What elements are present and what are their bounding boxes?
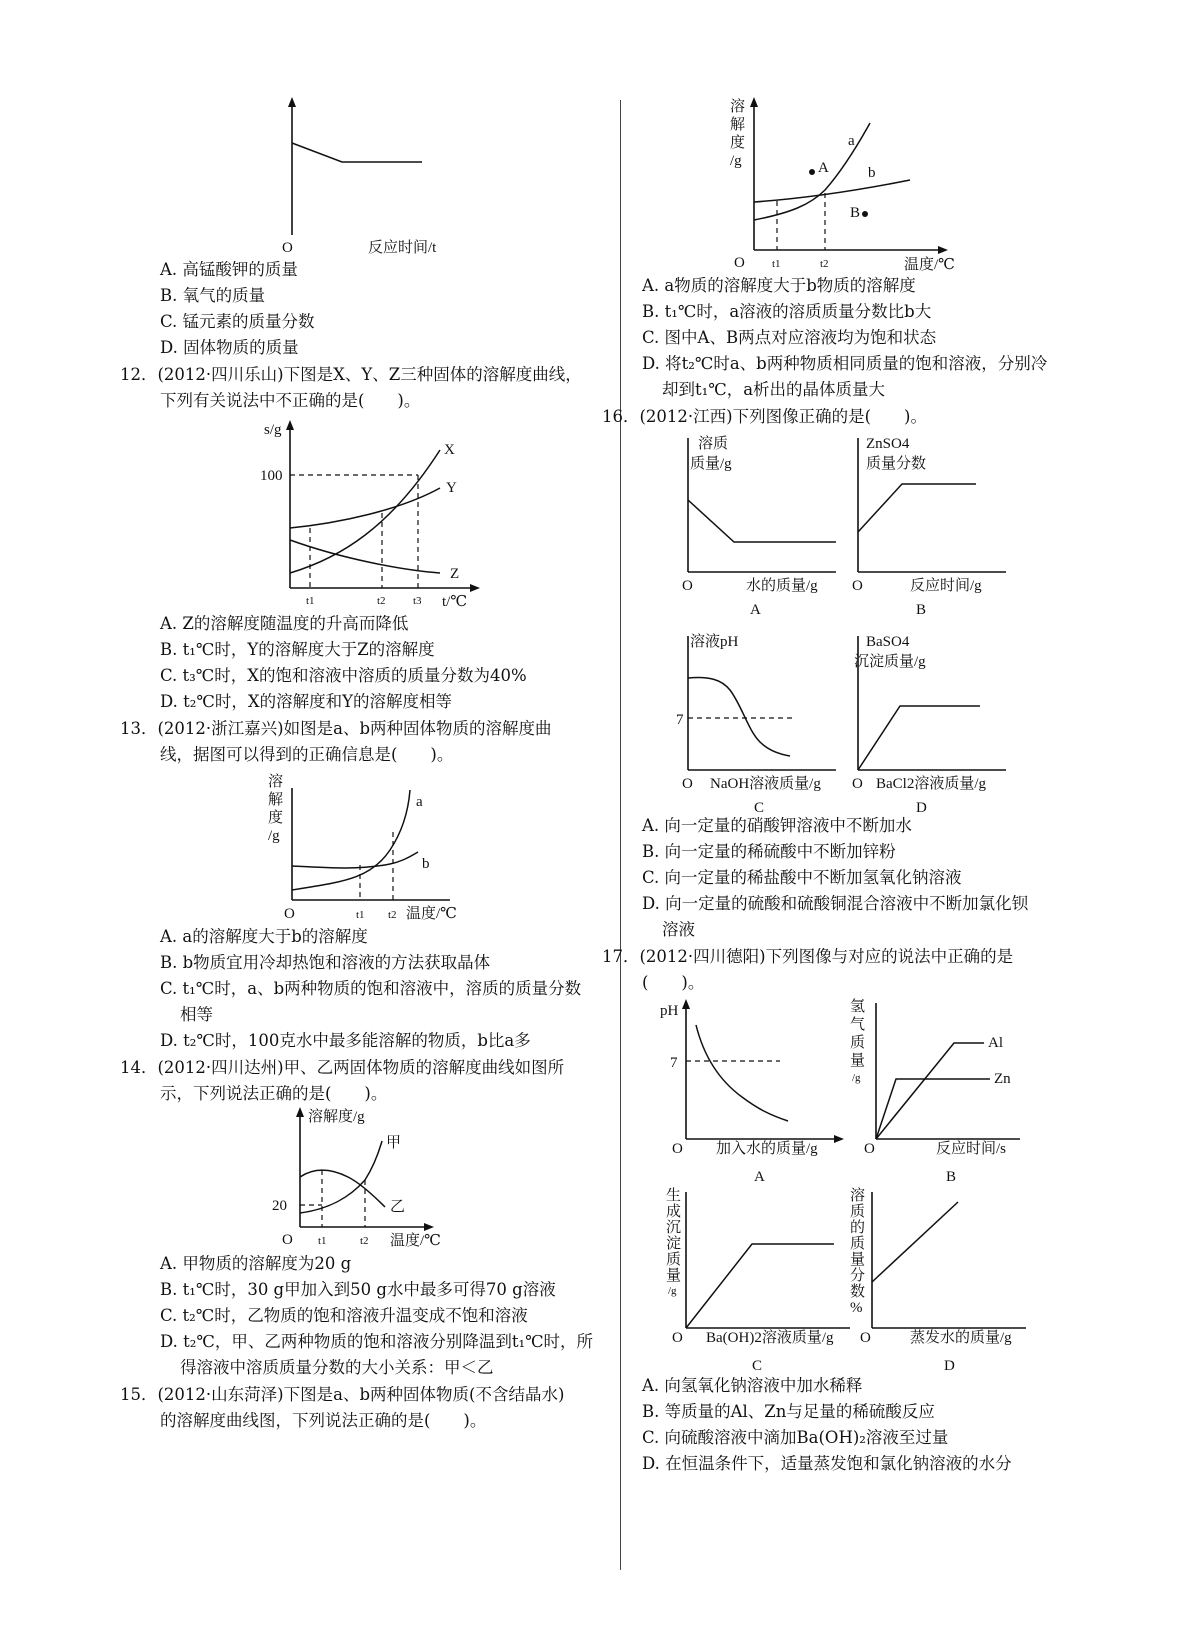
q17c-ylabel-1: 成 bbox=[666, 1204, 682, 1220]
q12-t1: t1 bbox=[306, 595, 315, 607]
q11-origin: O bbox=[282, 240, 293, 256]
q11-option-c: C. 锰元素的质量分数 bbox=[160, 312, 315, 331]
q12-stem-1: 12．(2012·四川乐山)下图是X、Y、Z三种固体的溶解度曲线， bbox=[120, 365, 582, 384]
q17c-ylabel-5: 量 bbox=[666, 1268, 682, 1284]
q13-t1: t1 bbox=[356, 909, 365, 921]
q13-t2: t2 bbox=[388, 909, 397, 921]
q17a-origin: O bbox=[672, 1141, 683, 1157]
q13-ylabel-1: 解 bbox=[268, 792, 284, 808]
q15-stem-2: 的溶解度曲线图，下列说法正确的是( )。 bbox=[160, 1411, 487, 1430]
q13-solubility-graph bbox=[260, 770, 470, 925]
q17b-ylabel-1: 气 bbox=[850, 1017, 866, 1033]
q12-stem-2: 下列有关说法中不正确的是( )。 bbox=[160, 391, 421, 410]
q17b-ylabel-4: /g bbox=[852, 1072, 861, 1084]
q12-tick-100: 100 bbox=[260, 468, 283, 484]
q17c-xlabel: Ba(OH)2溶液质量/g bbox=[706, 1330, 834, 1346]
q14-ylabel: 溶解度/g bbox=[308, 1109, 365, 1125]
q14-solubility-graph bbox=[260, 1105, 470, 1255]
q17c-ylabel-2: 沉 bbox=[666, 1220, 682, 1236]
q17b-ylabel-3: 量 bbox=[850, 1053, 866, 1069]
q16-option-b: B. 向一定量的稀硫酸中不断加锌粉 bbox=[642, 842, 896, 861]
q16-graph-d bbox=[830, 630, 1030, 815]
q16a-ylabel-1: 溶质 bbox=[698, 436, 729, 452]
q16b-origin: O bbox=[852, 578, 863, 594]
q17d-ylabel-2: 的 bbox=[850, 1220, 866, 1236]
q14-stem-1: 14．(2012·四川达州)甲、乙两固体物质的溶解度曲线如图所 bbox=[120, 1058, 565, 1077]
q16d-xlabel: BaCl2溶液质量/g bbox=[876, 776, 987, 792]
q16a-xlabel: 水的质量/g bbox=[746, 578, 818, 594]
q17b-label-zn: Zn bbox=[994, 1071, 1011, 1087]
q12-option-c: C. t₃℃时，X的饱和溶液中溶质的质量分数为40% bbox=[160, 666, 527, 685]
q12-t2: t2 bbox=[377, 595, 386, 607]
q14-t1: t1 bbox=[318, 1235, 327, 1247]
q17d-ylabel-7: % bbox=[850, 1300, 863, 1316]
q12-curve-x: X bbox=[444, 442, 455, 458]
q12-ylabel: s/g bbox=[264, 422, 282, 438]
q12-xlabel: t/℃ bbox=[442, 594, 468, 610]
q15-stem-1: 15．(2012·山东菏泽)下图是a、b两种固体物质(不含结晶水) bbox=[120, 1385, 565, 1404]
q16c-ylabel: 溶液pH bbox=[690, 634, 739, 650]
q17c-ylabel-6: /g bbox=[668, 1285, 677, 1297]
q13-option-c: C. t₁℃时，a、b两种物质的饱和溶液中，溶质的质量分数 bbox=[160, 979, 582, 998]
q15-option-d: D. 将t₂℃时a、b两种物质相同质量的饱和溶液，分别冷 bbox=[642, 354, 1048, 373]
q14-curve-jia: 甲 bbox=[386, 1135, 402, 1151]
q13-ylabel-0: 溶 bbox=[268, 774, 284, 790]
q17-graph-a bbox=[660, 997, 860, 1187]
q15-curve-a: a bbox=[848, 133, 855, 149]
q17c-ylabel-3: 淀 bbox=[666, 1236, 682, 1252]
q16c-origin: O bbox=[682, 776, 693, 792]
q13-ylabel-2: 度 bbox=[268, 810, 284, 826]
q17a-tick-7: 7 bbox=[670, 1055, 678, 1071]
q13-curve-a: a bbox=[416, 794, 423, 810]
q17a-xlabel: 加入水的质量/g bbox=[716, 1141, 818, 1157]
q14-option-c: C. t₂℃时，乙物质的饱和溶液升温变成不饱和溶液 bbox=[160, 1306, 528, 1325]
q17c-ylabel-4: 质 bbox=[666, 1252, 682, 1268]
q15-option-b: B. t₁℃时，a溶液的溶质质量分数比b大 bbox=[642, 302, 932, 321]
q15-t1: t1 bbox=[772, 258, 781, 270]
q16d-origin: O bbox=[852, 776, 863, 792]
q17-option-d: D. 在恒温条件下，适量蒸发饱和氯化钠溶液的水分 bbox=[642, 1454, 1012, 1473]
q17d-ylabel-5: 分 bbox=[850, 1268, 866, 1284]
q12-option-a: A. Z的溶解度随温度的升高而降低 bbox=[160, 614, 409, 633]
q17a-caption: A bbox=[754, 1169, 765, 1185]
q14-tick-20: 20 bbox=[272, 1198, 287, 1214]
q16b-ylabel-2: 质量分数 bbox=[866, 456, 927, 472]
q16c-tick-7: 7 bbox=[676, 712, 684, 728]
column-divider bbox=[620, 100, 621, 1570]
q12-option-d: D. t₂℃时，X的溶解度和Y的溶解度相等 bbox=[160, 692, 452, 711]
q17d-caption: D bbox=[944, 1358, 955, 1374]
q14-option-a: A. 甲物质的溶解度为20 g bbox=[160, 1254, 352, 1273]
q17-stem-1: 17．(2012·四川德阳)下列图像与对应的说法中正确的是 bbox=[602, 947, 1014, 966]
q13-option-d: D. t₂℃时，100克水中最多能溶解的物质，b比a多 bbox=[160, 1031, 531, 1050]
q15-ylabel-2: 度 bbox=[730, 135, 746, 151]
q17b-caption: B bbox=[946, 1169, 957, 1185]
q17b-ylabel-0: 氢 bbox=[850, 999, 866, 1015]
q17d-ylabel-4: 量 bbox=[850, 1252, 866, 1268]
q16b-xlabel: 反应时间/g bbox=[910, 578, 982, 594]
q14-curve-yi: 乙 bbox=[390, 1199, 406, 1215]
q15-solubility-graph bbox=[730, 95, 970, 275]
q16a-origin: O bbox=[682, 578, 693, 594]
q14-stem-2: 示，下列说法正确的是( )。 bbox=[160, 1084, 388, 1103]
q15-t2: t2 bbox=[820, 258, 829, 270]
q13-stem-2: 线，据图可以得到的正确信息是( )。 bbox=[160, 745, 454, 764]
q17d-ylabel-0: 溶 bbox=[850, 1188, 866, 1204]
q12-t3: t3 bbox=[413, 595, 422, 607]
q16b-caption: B bbox=[916, 602, 927, 618]
q16a-ylabel-2: 质量/g bbox=[690, 456, 732, 472]
q16-option-c: C. 向一定量的稀盐酸中不断加氢氧化钠溶液 bbox=[642, 868, 962, 887]
q17d-origin: O bbox=[860, 1330, 871, 1346]
q17d-ylabel-3: 质 bbox=[850, 1236, 866, 1252]
q12-option-b: B. t₁℃时，Y的溶解度大于Z的溶解度 bbox=[160, 640, 435, 659]
q17d-xlabel: 蒸发水的质量/g bbox=[910, 1330, 1012, 1346]
q16b-ylabel-1: ZnSO4 bbox=[866, 436, 910, 452]
q15-xlabel: 温度/℃ bbox=[904, 257, 955, 273]
q15-ylabel-1: 解 bbox=[730, 117, 746, 133]
q12-curve-z: Z bbox=[450, 566, 460, 582]
q13-xlabel: 温度/℃ bbox=[406, 906, 457, 922]
q17-option-b: B. 等质量的Al、Zn与足量的稀硫酸反应 bbox=[642, 1402, 935, 1421]
q17-option-c: C. 向硫酸溶液中滴加Ba(OH)₂溶液至过量 bbox=[642, 1428, 949, 1447]
q16c-caption: C bbox=[754, 800, 765, 816]
q17b-origin: O bbox=[864, 1141, 875, 1157]
q15-option-d-cont: 却到t₁℃，a析出的晶体质量大 bbox=[662, 380, 886, 399]
q12-solubility-graph bbox=[250, 418, 490, 613]
q16-option-d: D. 向一定量的硫酸和硫酸铜混合溶液中不断加氯化钡 bbox=[642, 894, 1029, 913]
q16-option-a: A. 向一定量的硝酸钾溶液中不断加水 bbox=[642, 816, 912, 835]
q15-origin: O bbox=[734, 255, 745, 271]
q13-stem-1: 13．(2012·浙江嘉兴)如图是a、b两种固体物质的溶解度曲 bbox=[120, 719, 552, 738]
q11-option-a: A. 高锰酸钾的质量 bbox=[160, 260, 298, 279]
q11-graph bbox=[280, 95, 460, 255]
q17b-label-al: Al bbox=[988, 1035, 1003, 1051]
q14-option-d: D. t₂℃，甲、乙两种物质的饱和溶液分别降温到t₁℃时，所 bbox=[160, 1332, 594, 1351]
q17b-xlabel: 反应时间/s bbox=[936, 1141, 1007, 1157]
q13-option-a: A. a的溶解度大于b的溶解度 bbox=[160, 927, 368, 946]
q13-ylabel-3: /g bbox=[268, 828, 280, 844]
q16c-xlabel: NaOH溶液质量/g bbox=[710, 776, 821, 792]
q15-point-a: A bbox=[818, 160, 829, 176]
q17-graph-c bbox=[660, 1186, 860, 1386]
q15-point-b: B bbox=[850, 205, 861, 221]
q17c-ylabel-0: 生 bbox=[666, 1188, 682, 1204]
q13-option-b: B. b物质宜用冷却热饱和溶液的方法获取晶体 bbox=[160, 953, 491, 972]
q16d-ylabel-2: 沉淀质量/g bbox=[854, 654, 926, 670]
q16d-caption: D bbox=[916, 800, 927, 816]
q13-option-c-cont: 相等 bbox=[180, 1005, 213, 1024]
q16-graph-b bbox=[830, 432, 1030, 617]
q14-t2: t2 bbox=[360, 1235, 369, 1247]
q13-curve-b: b bbox=[422, 856, 430, 872]
q16d-ylabel-1: BaSO4 bbox=[866, 634, 910, 650]
q17-option-a: A. 向氢氧化钠溶液中加水稀释 bbox=[642, 1376, 863, 1395]
q16-stem: 16．(2012·江西)下列图像正确的是( )。 bbox=[602, 407, 927, 426]
q17d-ylabel-1: 质 bbox=[850, 1204, 866, 1220]
q15-option-a: A. a物质的溶解度大于b物质的溶解度 bbox=[642, 276, 916, 295]
q17c-caption: C bbox=[752, 1358, 763, 1374]
q15-ylabel-0: 溶 bbox=[730, 99, 746, 115]
q11-xlabel: 反应时间/t bbox=[368, 240, 437, 256]
q17-graph-b bbox=[850, 997, 1050, 1187]
q15-option-c: C. 图中A、B两点对应溶液均为饱和状态 bbox=[642, 328, 937, 347]
q12-curve-y: Y bbox=[446, 480, 457, 496]
q17a-ylabel: pH bbox=[660, 1003, 679, 1019]
q14-xlabel: 温度/℃ bbox=[390, 1233, 441, 1249]
q17-graph-d bbox=[850, 1186, 1050, 1386]
q13-origin: O bbox=[284, 906, 295, 922]
q17d-ylabel-6: 数 bbox=[850, 1284, 866, 1300]
q17b-ylabel-2: 质 bbox=[850, 1035, 866, 1051]
q11-option-b: B. 氧气的质量 bbox=[160, 286, 266, 305]
q17c-origin: O bbox=[672, 1330, 683, 1346]
q14-origin: O bbox=[282, 1232, 293, 1248]
q16a-caption: A bbox=[750, 602, 761, 618]
q15-curve-b: b bbox=[868, 165, 876, 181]
q14-option-b: B. t₁℃时，30 g甲加入到50 g水中最多可得70 g溶液 bbox=[160, 1280, 556, 1299]
q14-option-d-cont: 得溶液中溶质质量分数的大小关系：甲＜乙 bbox=[180, 1358, 494, 1377]
q15-ylabel-3: /g bbox=[730, 153, 742, 169]
q16-option-d-cont: 溶液 bbox=[662, 920, 695, 939]
q17-stem-2: ( )。 bbox=[642, 973, 705, 992]
q11-option-d: D. 固体物质的质量 bbox=[160, 338, 299, 357]
